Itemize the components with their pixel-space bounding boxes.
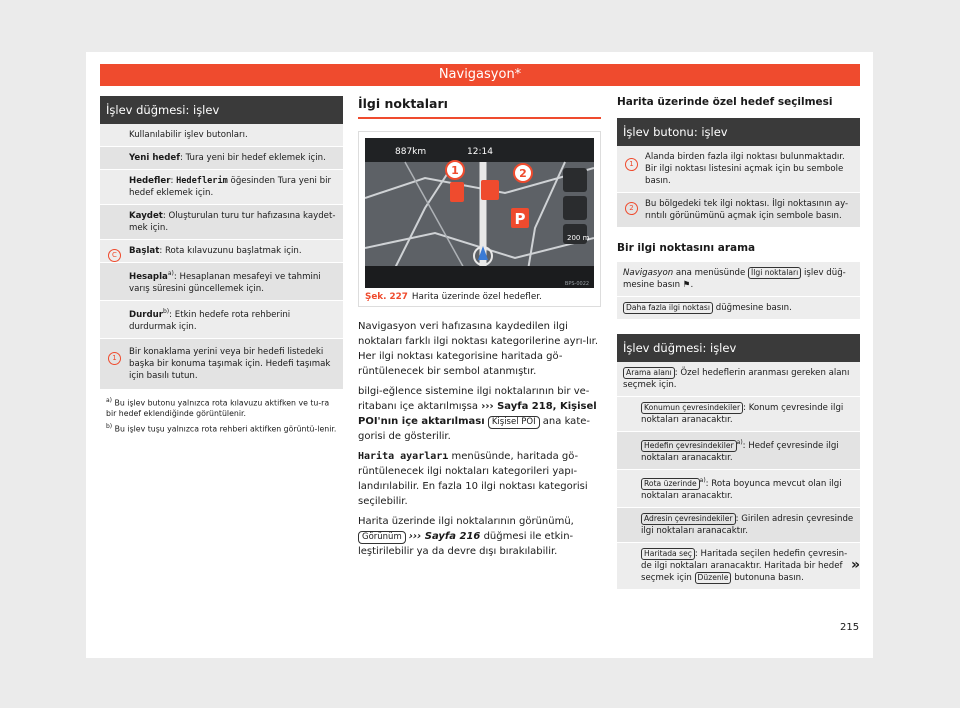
table-row [100,263,343,301]
table-row [617,432,860,470]
table-row [617,146,860,193]
footnote-mark: a) [106,396,113,404]
row-text: : Etkin hedefe rota rehberini durdurmak için. [129,309,291,332]
time-readout: 12:14 [467,147,493,157]
figure-caption [365,288,594,306]
row-text: Kullanılabilir işlev butonları. [129,130,248,140]
poi-button-label: İlgi noktaları [748,267,801,279]
row-text: : Hedef çevresinde ilgi noktaları aranacaktır. [641,440,839,463]
figure-code: BPS-0022 [564,281,590,287]
search-steps [617,262,860,320]
table-row: Hedefler: Hedeflerim öğesinden Tura yeni bir hedef eklemek için. [100,170,343,205]
section-subtitle: Harita üzerinde özel hedef seçilmesi [617,96,833,108]
table-row [617,508,860,543]
text: düğmesine basın. [715,303,792,313]
paragraph [358,384,601,444]
row-mono: Hedeflerim [176,176,228,186]
special-destination-section [617,96,860,590]
left-table-rows [100,124,343,390]
footnote-text: Bu işlev tuşu yalnızca rota rehberi aktifken görüntü-lenir. [114,424,337,434]
text: menüsünde, haritada gö-rüntülenecek ilgi noktaları kategorileri yapı-landırılabilir. En fazla 10 ilgi noktası kategorisi seçilebilir. [358,451,588,507]
row-text: : Rota kılavuzunu başlatmak için. [159,246,302,256]
paragraph: Navigasyon veri hafızasına kaydedilen ilgi noktaları farklı ilgi noktası kategorilerine ayrı-lır. Her ilgi noktası kategorisine haritada gö-rüntülenecek bir sembol atanmıştır. [358,321,599,377]
row-text: : Konum çevresinde ilgi noktaları aranacaktır. [641,403,844,425]
callout-2: 2 [519,167,527,180]
step [617,262,860,297]
row-text: Alanda birden fazla ilgi noktası bulunmaktadır. Bir ilgi noktası listesini açmak için bu sembole basın. [645,152,845,186]
paragraph [358,449,601,509]
page-link[interactable]: ››› Sayfa 218, Kişisel POI'nın içe aktarılması [358,401,597,427]
footnote-text: Bu işlev butonu yalnızca rota kılavuzu aktifken ve tu-ra bir hedef eklendiğinde görüntülenir. [106,398,330,419]
text: düğmesi ile etkin-leştirilebilir ya da devre dışı bırakılabilir. [358,531,574,557]
near-destination-label: Hedefin çevresindekiler [641,440,737,452]
function-table-left [100,96,343,434]
badge-1-icon: 1 [625,158,638,171]
row-text: : Özel hedeflerin aranması gereken alanı seçmek için. [623,368,850,390]
table1 [617,146,860,228]
figure-caption-text: Harita üzerinde özel hedefler. [411,292,542,302]
section-title: İlgi noktaları [358,96,601,119]
table-row [617,193,860,228]
row-term: Kaydet [129,211,163,221]
row-text: : Hesaplanan mesafeyi ve tahmini varış süresini güncellemek için. [129,271,321,294]
select-on-map-label: Haritada seç [641,548,695,560]
search-title: Bir ilgi noktasını arama [617,242,756,254]
table1-title: İşlev butonu: işlev [617,118,860,146]
page-header: Navigasyon* [100,64,860,86]
row-text: : Tura yeni bir hedef eklemek için. [179,153,326,163]
page-number: 215 [840,622,860,633]
table-row [100,124,343,147]
nav-screen [365,138,594,288]
row-term: Hesapla [129,271,168,282]
row-text: : Girilen adresin çevresinde ilgi noktaları aranacaktır. [641,513,854,536]
badge-c-icon: C [108,249,121,262]
row-text: : Oluşturulan turu tur hafızasına kaydet-mek için. [129,211,336,233]
scale-readout: 200 m [567,234,590,242]
table-row [100,339,343,390]
footnote-ref: a) [167,270,174,277]
table-row [617,543,860,590]
table2-title: İşlev düğmesi: işlev [617,334,860,362]
menu-name: Navigasyon [623,268,674,278]
along-route-label: Rota üzerinde [641,478,700,490]
badge-2-icon: 2 [625,202,638,215]
badge-1-icon: 1 [108,352,121,365]
row-text: butonuna basın. [734,572,804,583]
table-row [617,397,860,432]
table-row [100,205,343,240]
row-text: : Rota boyunca mevcut olan ilgi noktaları aranacaktır. [641,478,842,501]
text: işlev düğ-mesine basın [623,268,846,290]
footnote-ref: a) [699,476,706,484]
footnote-ref: a) [736,439,743,446]
page-link[interactable]: ››› Sayfa 216 [408,531,481,542]
figure-number: Şek. 227 [365,292,408,302]
text: ana menüsünde [675,268,746,278]
table-row [100,240,343,263]
more-poi-button-label: Daha fazla ilgi noktası [623,302,713,314]
table2 [617,362,860,590]
text: bilgi-eğlence sistemine ilgi noktalarının bir ve-ritabanı içe aktarılmışsa [358,386,590,412]
poi-icon: ⚑. [682,280,694,290]
poi-section [358,96,601,564]
footnote [100,419,343,435]
continue-icon: » [851,557,861,573]
table-row [100,301,343,339]
row-term: Hedefler [129,176,171,186]
personal-poi-button-label: Kişisel POI [488,416,540,429]
menu-name: Harita ayarları [358,451,449,462]
table-row [617,362,860,397]
text: Harita üzerinde ilgi noktalarının görünümü, [358,516,574,527]
text: ana kate-gorisi de gösterilir. [358,416,590,442]
step [617,297,860,320]
row-term: Durdur [129,309,163,320]
body-text [358,319,601,559]
figure [358,131,601,307]
row-term: Başlat [129,246,160,256]
row-text: Bir konaklama yerini veya bir hedefi listedeki başka bir konuma taşımak için. Hedefi taşımak için basılı tutun. [129,346,331,381]
table-row [617,470,860,508]
row-text: : Haritada seçilen hedefin çevresin-de ilgi noktaları aranacaktır. Haritada bir hedef seçmek için [641,548,848,583]
callout-1: 1 [451,164,459,177]
map-graphic [365,138,594,288]
view-button-label: Görünüm [358,531,406,544]
near-address-label: Adresin çevresindekiler [641,513,736,525]
row-term: Yeni hedef [129,153,180,163]
distance-readout: 887km [395,147,427,157]
search-area-label: Arama alanı [623,367,675,379]
left-table-title: İşlev düğmesi: işlev [100,96,343,124]
near-location-label: Konumun çevresindekiler [641,402,743,414]
table-row [100,147,343,170]
footnote-ref: b) [163,307,170,315]
footnote [100,390,343,420]
edit-button-label: Düzenle [695,572,732,584]
svg-text:P: P [514,210,526,228]
row-text: Bu bölgedeki tek ilgi noktası. İlgi noktasının ay-rıntılı görünümünü açmak için sembole basın. [645,199,849,221]
row-text: öğesinden Tura yeni bir hedef eklemek için. [129,176,332,198]
footnote-mark: b) [106,423,113,431]
paragraph [358,514,601,559]
